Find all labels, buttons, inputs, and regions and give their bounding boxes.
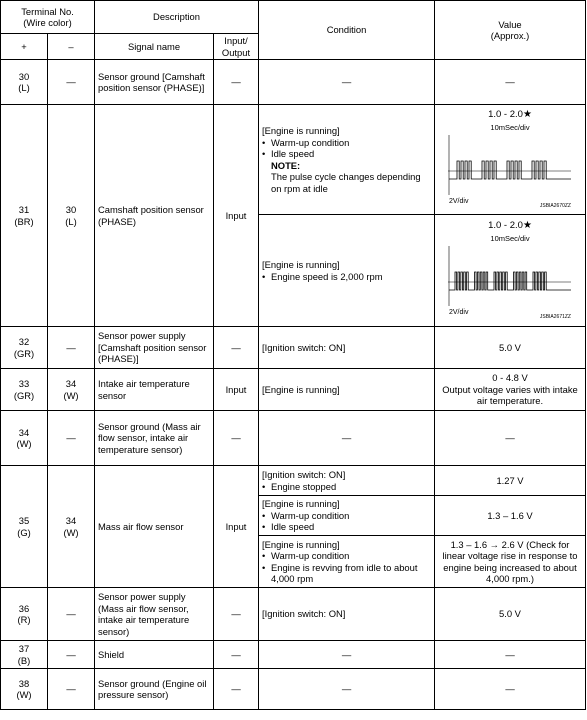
table-row <box>1 327 586 369</box>
condition: — <box>259 411 435 466</box>
terminal-plus: 38 (W) <box>1 669 48 710</box>
value: — <box>435 411 586 466</box>
volts-per-div-label: 2V/div <box>449 197 469 205</box>
value: 5.0 V <box>435 327 586 369</box>
table-row <box>1 588 586 641</box>
condition: [Engine is running] • Warm-up condition • Idle speed <box>259 496 435 536</box>
table-row <box>1 105 586 215</box>
input-output: Input <box>214 466 259 588</box>
input-output: — <box>214 327 259 369</box>
value: — <box>435 669 586 710</box>
terminal-minus: 30 (L) <box>48 105 95 327</box>
figure-code: JSBIA2671ZZ <box>539 313 571 320</box>
condition: [Engine is running] • Warm-up condition • Idle speed NOTE: The pulse cycle changes depending on rpm at idle <box>259 105 435 215</box>
input-output: — <box>214 411 259 466</box>
timebase-label: 10mSec/div <box>490 233 530 243</box>
signal-name: Sensor power supply (Mass air flow sensor, intake air temperature sensor) <box>95 588 214 641</box>
value-waveform: 1.0 - 2.0★ 10mSec/div 2V/div JSBIA2670ZZ <box>435 105 586 215</box>
terminal-plus: 32 (GR) <box>1 327 48 369</box>
condition-header: Condition <box>259 1 435 60</box>
value: 1.27 V <box>435 466 586 496</box>
terminal-minus: 34 (W) <box>48 369 95 411</box>
terminal-plus: 30 (L) <box>1 60 48 105</box>
signal-name: Sensor ground [Camshaft position sensor (PHASE)] <box>95 60 214 105</box>
input-output: — <box>214 60 259 105</box>
signal-name: Sensor ground (Mass air flow sensor, intake air temperature sensor) <box>95 411 214 466</box>
table-row <box>1 641 586 669</box>
terminal-plus: 37 (B) <box>1 641 48 669</box>
plus-header: + <box>1 34 48 60</box>
signal-name-header: Signal name <box>95 34 214 60</box>
table-row <box>1 411 586 466</box>
minus-header: – <box>48 34 95 60</box>
terminal-minus: 34 (W) <box>48 466 95 588</box>
value: 1.3 – 1.6 V <box>435 496 586 536</box>
condition: [Engine is running] • Warm-up condition • Engine is revving from idle to about 4,000 rpm <box>259 536 435 588</box>
condition: [Ignition switch: ON] <box>259 327 435 369</box>
volts-per-div-label: 2V/div <box>449 308 469 316</box>
signal-name: Shield <box>95 641 214 669</box>
table-row <box>1 466 586 496</box>
condition: [Ignition switch: ON] • Engine stopped <box>259 466 435 496</box>
terminal-plus: 36 (R) <box>1 588 48 641</box>
oscilloscope-waveform-1 <box>447 123 573 211</box>
input-output: Input <box>214 369 259 411</box>
value-waveform: 1.0 - 2.0★ 10mSec/div 2V/div JSBIA2671ZZ <box>435 215 586 327</box>
terminal-plus: 31 (BR) <box>1 105 48 327</box>
terminal-minus: — <box>48 60 95 105</box>
waveform-trace <box>449 161 571 179</box>
value: 1.3 – 1.6 → 2.6 V (Check for linear voltage rise in response to engine being increased to about 4,000 rpm.) <box>435 536 586 588</box>
star-icon: ★ <box>522 220 532 232</box>
table-row <box>1 369 586 411</box>
star-icon: ★ <box>522 109 532 121</box>
table-row <box>1 60 586 105</box>
figure-code: JSBIA2670ZZ <box>539 202 571 209</box>
timebase-label: 10mSec/div <box>490 122 530 132</box>
input-output-header: Input/ Output <box>214 34 259 60</box>
terminal-minus: — <box>48 327 95 369</box>
condition: — <box>259 669 435 710</box>
condition: — <box>259 641 435 669</box>
signal-name: Camshaft position sensor (PHASE) <box>95 105 214 327</box>
value: 0 - 4.8 V Output voltage varies with intake air temperature. <box>435 369 586 411</box>
value-header: Value (Approx.) <box>435 1 586 60</box>
terminal-minus: — <box>48 588 95 641</box>
signal-name: Mass air flow sensor <box>95 466 214 588</box>
value: — <box>435 60 586 105</box>
terminal-minus: — <box>48 669 95 710</box>
input-output: — <box>214 588 259 641</box>
terminal-plus: 35 (G) <box>1 466 48 588</box>
terminal-no-header: Terminal No. (Wire color) <box>1 1 95 34</box>
value: — <box>435 641 586 669</box>
condition: [Ignition switch: ON] <box>259 588 435 641</box>
condition: [Engine is running] • Engine speed is 2,000 rpm <box>259 215 435 327</box>
terminal-minus: — <box>48 411 95 466</box>
terminal-minus: — <box>48 641 95 669</box>
signal-name: Sensor power supply [Camshaft position sensor (PHASE)] <box>95 327 214 369</box>
signal-name: Intake air temperature sensor <box>95 369 214 411</box>
input-output: — <box>214 641 259 669</box>
input-output: — <box>214 669 259 710</box>
description-header: Description <box>95 1 259 34</box>
terminal-plus: 34 (W) <box>1 411 48 466</box>
waveform-trace <box>449 272 571 290</box>
signal-name: Sensor ground (Engine oil pressure sensor) <box>95 669 214 710</box>
condition: [Engine is running] <box>259 369 435 411</box>
input-output: Input <box>214 105 259 327</box>
condition: — <box>259 60 435 105</box>
table-row <box>1 669 586 710</box>
value: 5.0 V <box>435 588 586 641</box>
terminal-plus: 33 (GR) <box>1 369 48 411</box>
oscilloscope-waveform-2 <box>447 234 573 322</box>
